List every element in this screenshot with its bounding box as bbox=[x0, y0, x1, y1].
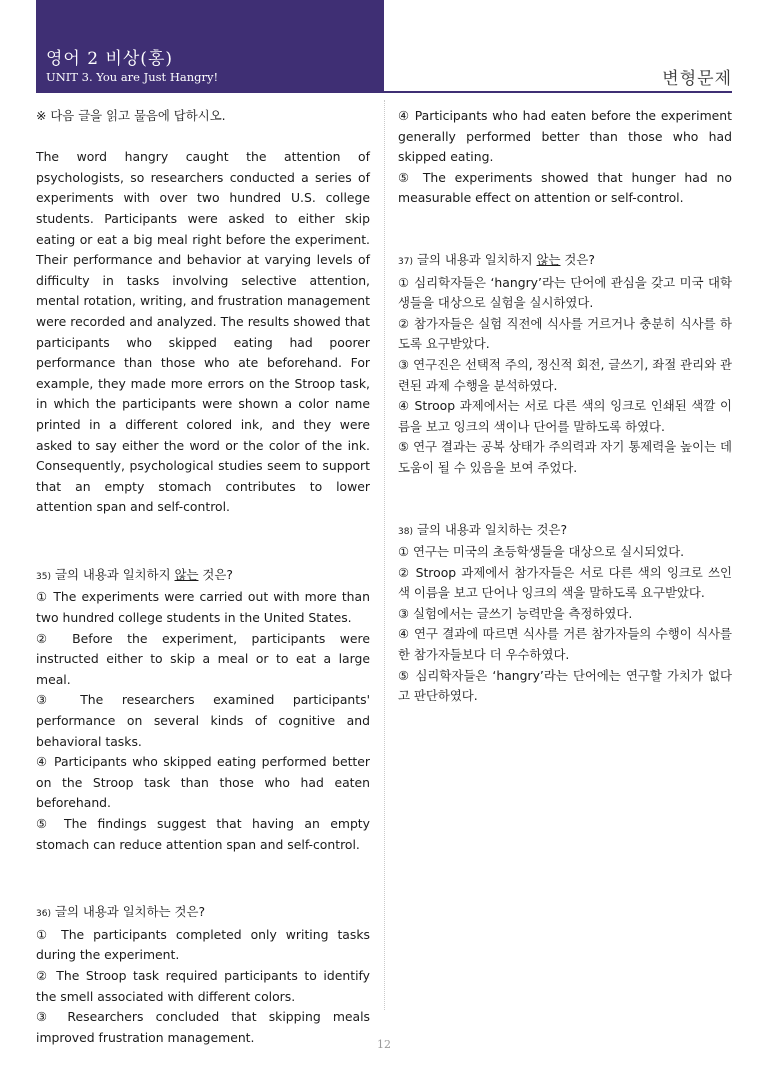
option: ⑤ 연구 결과는 공복 상태가 주의력과 자기 통제력을 높이는 데 도움이 될 수 있음을 보여 주었다. bbox=[398, 439, 732, 475]
option: ④ 연구 결과에 따르면 식사를 거른 참가자들의 수행이 식사를 한 참가자들보다 더 우수하였다. bbox=[398, 626, 732, 663]
option: ② Before the experiment, participants were instructed either to skip a meal or to eat a large meal. bbox=[36, 630, 370, 687]
option: ④ Participants who had eaten before the experiment generally performed better than those who had skipped eating. bbox=[398, 108, 732, 165]
page-number: 12 bbox=[377, 1038, 391, 1051]
question-35-stem: 35) 글의 내용과 일치하지 않는 것은? bbox=[36, 566, 233, 582]
question-number: 37) bbox=[398, 256, 413, 267]
option: ④ Participants who skipped eating performed better on the Stroop task than those who had eaten beforehand. bbox=[36, 754, 370, 811]
question-number: 38) bbox=[398, 526, 413, 537]
header-banner bbox=[36, 0, 384, 91]
option: ⑤ The findings suggest that having an empty stomach can reduce attention span and self-control. bbox=[36, 816, 370, 852]
book-title: 영어 2 비상(홍) bbox=[46, 49, 173, 69]
option: ① The experiments were carried out with more than two hundred college students in the United States. bbox=[36, 589, 370, 626]
question-number: 35) bbox=[36, 571, 51, 582]
question-36 bbox=[36, 902, 370, 1048]
left-column bbox=[36, 106, 370, 1048]
option: ① The participants completed only writing tasks during the experiment. bbox=[36, 926, 370, 963]
option: ② 참가자들은 실험 직전에 식사를 거르거나 충분히 식사를 하도록 요구받았다. bbox=[398, 315, 732, 352]
header-rule bbox=[36, 91, 732, 93]
option: ③ 실험에서는 글쓰기 능력만을 측정하였다. bbox=[398, 605, 633, 621]
right-column bbox=[398, 106, 732, 707]
option: ① 심리학자들은 ‘hangry’라는 단어에 관심을 갖고 미국 대학생들을 대상으로 실험을 실시하였다. bbox=[398, 274, 732, 311]
unit-subtitle: UNIT 3. You are Just Hangry! bbox=[46, 70, 219, 84]
option: ⑤ The experiments showed that hunger had no measurable effect on attention or self-control. bbox=[398, 169, 732, 206]
underlined-word: 않는 bbox=[174, 566, 199, 582]
option: ⑤ 심리학자들은 ‘hangry’라는 단어에는 연구할 가치가 없다고 판단하였다. bbox=[398, 667, 732, 704]
question-38 bbox=[398, 520, 732, 707]
option: ③ The researchers examined participants' performance on several kinds of cognitive and behavioral tasks. bbox=[36, 692, 370, 749]
question-37-stem: 37) 글의 내용과 일치하지 않는 것은? bbox=[398, 251, 595, 267]
question-35 bbox=[36, 565, 370, 855]
column-divider bbox=[384, 100, 385, 1010]
question-number: 36) bbox=[36, 909, 51, 920]
section-label: 변형문제 bbox=[662, 69, 732, 89]
underlined-word: 않는 bbox=[536, 251, 561, 267]
option: ② Stroop 과제에서 참가자들은 서로 다른 색의 잉크로 쓰인 색 이름을 보고 단어나 잉크의 색을 말하도록 요구받았다. bbox=[398, 564, 732, 601]
option: ② The Stroop task required participants to identify the smell associated with different colors. bbox=[36, 967, 370, 1004]
question-38-stem: 38) 글의 내용과 일치하는 것은? bbox=[398, 521, 568, 537]
option: ③ 연구진은 선택적 주의, 정신적 회전, 글쓰기, 좌절 관리와 관련된 과제 수행을 분석하였다. bbox=[398, 356, 732, 393]
option: ③ Researchers concluded that skipping meals improved frustration management. bbox=[36, 1009, 370, 1045]
option: ① 연구는 미국의 초등학생들을 대상으로 실시되었다. bbox=[398, 544, 685, 560]
question-37 bbox=[398, 250, 732, 479]
option: ④ Stroop 과제에서는 서로 다른 색의 잉크로 인쇄된 색깔 이름을 보고 잉크의 색이나 단어를 말하도록 하였다. bbox=[398, 398, 732, 434]
instruction: ※ 다음 글을 읽고 물음에 답하시오. bbox=[36, 108, 226, 123]
question-36-stem: 36) 글의 내용과 일치하는 것은? bbox=[36, 904, 206, 920]
reading-passage: The word hangry caught the attention of psychologists, so researchers conducted a series of experiments with over two hundred U.S. college students. Participants were asked to either skip eating or eat a big meal right before the experiment. Their performance and behavior at varying levels of difficulty in tasks involving selective attention, mental rotation, writing, and frustration management were recorded and analyzed. The results showed that participants who skipped eating had poorer performance than those who ate beforehand. For example, they made more errors on the Stroop task, in which the participants were shown a color name printed in a different colored ink, and they were asked to say either the word or the color of the ink. Consequently, psychological studies seem to support that an empty stomach contributes to lower attention span and self-control. bbox=[36, 149, 370, 515]
